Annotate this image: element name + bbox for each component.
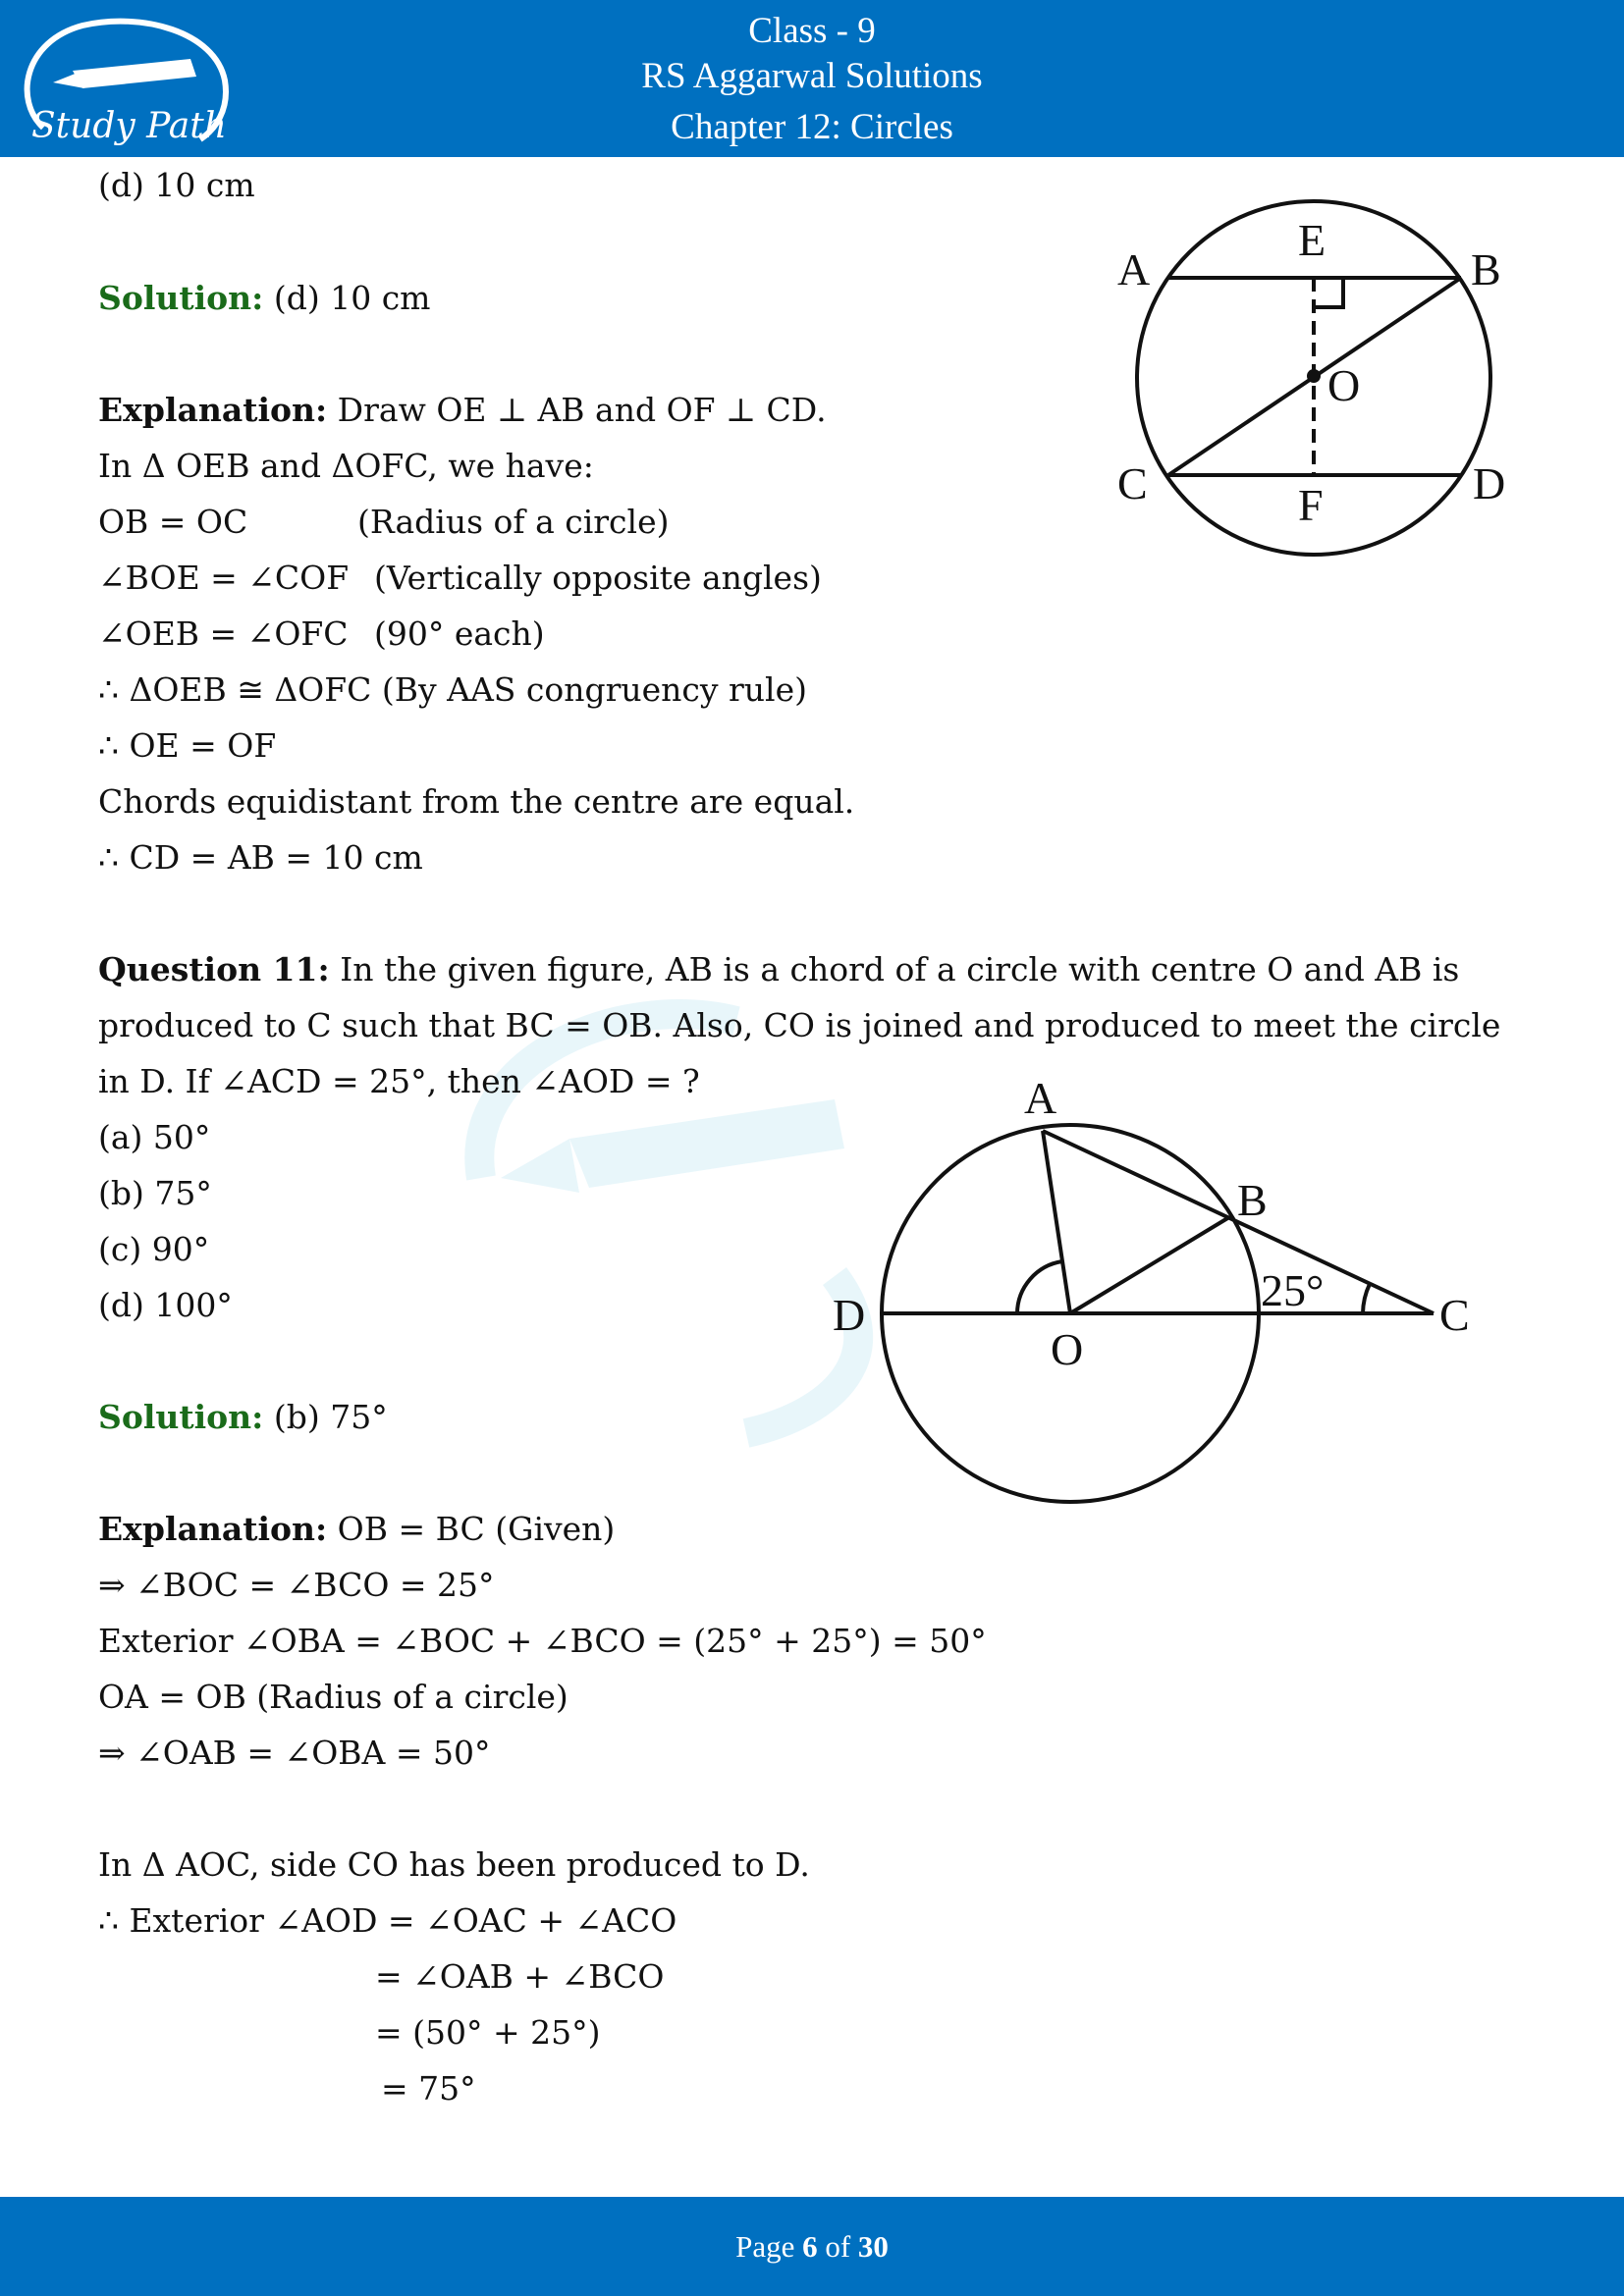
q10-line-7: ∴ CD = AB = 10 cm <box>98 838 423 877</box>
q10-solution-value: (d) 10 cm <box>273 279 431 317</box>
q11-solution <box>98 1396 388 1439</box>
q11-question-line-0 <box>98 948 1459 991</box>
q10-line-0: In Δ OEB and ΔOFC, we have: <box>98 447 594 485</box>
q11-line-6: = ∠OAB + ∠BCO <box>375 1957 665 1996</box>
footer-current-page: 6 <box>802 2229 818 2264</box>
q11-option-a: (a) 50° <box>98 1118 211 1156</box>
q11-explanation <box>98 1508 615 1551</box>
q10-reason-0: (Radius of a circle) <box>357 503 670 541</box>
q10-explanation <box>98 389 827 432</box>
q11-option-d: (d) 100° <box>98 1286 233 1324</box>
footer-total-pages: 30 <box>857 2229 889 2264</box>
q11-line-4: In Δ AOC, side CO has been produced to D. <box>98 1845 810 1884</box>
q10-line-2: ∠BOE = ∠COF <box>98 559 350 597</box>
q11-question-line-1: produced to C such that BC = OB. Also, CO is joined and produced to meet the circle <box>98 1006 1501 1044</box>
q10-option-d: (d) 10 cm <box>98 166 255 204</box>
q10-circle-figure <box>1100 187 1522 569</box>
svg-text:B: B <box>1237 1175 1268 1225</box>
q11-question-text: In the given figure, AB is a chord of a circle with centre O and AB is <box>340 950 1460 988</box>
q10-solution <box>98 277 430 320</box>
q11-explanation-label: Explanation: <box>98 1510 328 1548</box>
q11-circle-figure <box>825 1070 1492 1512</box>
q11-option-b: (b) 75° <box>98 1174 212 1212</box>
page-footer <box>0 2197 1624 2296</box>
q10-reason-2: (90° each) <box>374 614 545 653</box>
q11-line-7: = (50° + 25°) <box>375 2013 601 2052</box>
q11-line-2: OA = OB (Radius of a circle) <box>98 1678 568 1716</box>
q11-solution-label: Solution: <box>98 1398 264 1436</box>
header-book: RS Aggarwal Solutions <box>641 56 983 96</box>
q10-explanation-label: Explanation: <box>98 391 328 429</box>
svg-text:D: D <box>1473 458 1506 508</box>
q11-solution-value: (b) 75° <box>273 1398 388 1436</box>
q11-explanation-text: OB = BC (Given) <box>337 1510 616 1548</box>
svg-text:C: C <box>1117 458 1148 508</box>
page-header <box>0 0 1624 157</box>
svg-text:D: D <box>833 1290 866 1340</box>
header-chapter: Chapter 12: Circles <box>671 107 953 147</box>
q10-reason-1: (Vertically opposite angles) <box>374 559 822 597</box>
q10-line-5: ∴ OE = OF <box>98 726 277 765</box>
svg-text:Study Path: Study Path <box>31 106 227 146</box>
q11-question-label: Question 11: <box>98 950 330 988</box>
svg-text:B: B <box>1471 244 1501 294</box>
svg-text:A: A <box>1117 244 1151 294</box>
q10-line-3: ∠OEB = ∠OFC <box>98 614 349 653</box>
q11-question-line-2: in D. If ∠ACD = 25°, then ∠AOD = ? <box>98 1062 700 1100</box>
q11-option-c: (c) 90° <box>98 1230 210 1268</box>
q10-explanation-text: Draw OE ⊥ AB and OF ⊥ CD. <box>337 391 827 429</box>
svg-text:A: A <box>1024 1073 1057 1123</box>
footer-page-prefix: Page <box>735 2229 803 2264</box>
footer-page-middle: of <box>817 2229 858 2264</box>
q10-solution-label: Solution: <box>98 279 264 317</box>
q11-line-3: ⇒ ∠OAB = ∠OBA = 50° <box>98 1734 491 1772</box>
q11-line-8: = 75° <box>381 2069 476 2108</box>
svg-text:F: F <box>1298 480 1324 530</box>
svg-text:C: C <box>1439 1290 1470 1340</box>
svg-text:O: O <box>1327 360 1361 410</box>
q10-line-6: Chords equidistant from the centre are equal. <box>98 782 855 821</box>
header-class: Class - 9 <box>748 11 876 51</box>
svg-text:O: O <box>1051 1324 1084 1374</box>
q10-line-1: OB = OC <box>98 503 248 541</box>
svg-text:E: E <box>1298 215 1326 265</box>
svg-text:25°: 25° <box>1261 1265 1325 1315</box>
q11-line-5: ∴ Exterior ∠AOD = ∠OAC + ∠ACO <box>98 1901 677 1940</box>
q11-line-1: Exterior ∠OBA = ∠BOC + ∠BCO = (25° + 25°) = 50° <box>98 1622 987 1660</box>
q10-line-4: ∴ ΔOEB ≅ ΔOFC (By AAS congruency rule) <box>98 670 808 709</box>
q11-line-0: ⇒ ∠BOC = ∠BCO = 25° <box>98 1566 495 1604</box>
